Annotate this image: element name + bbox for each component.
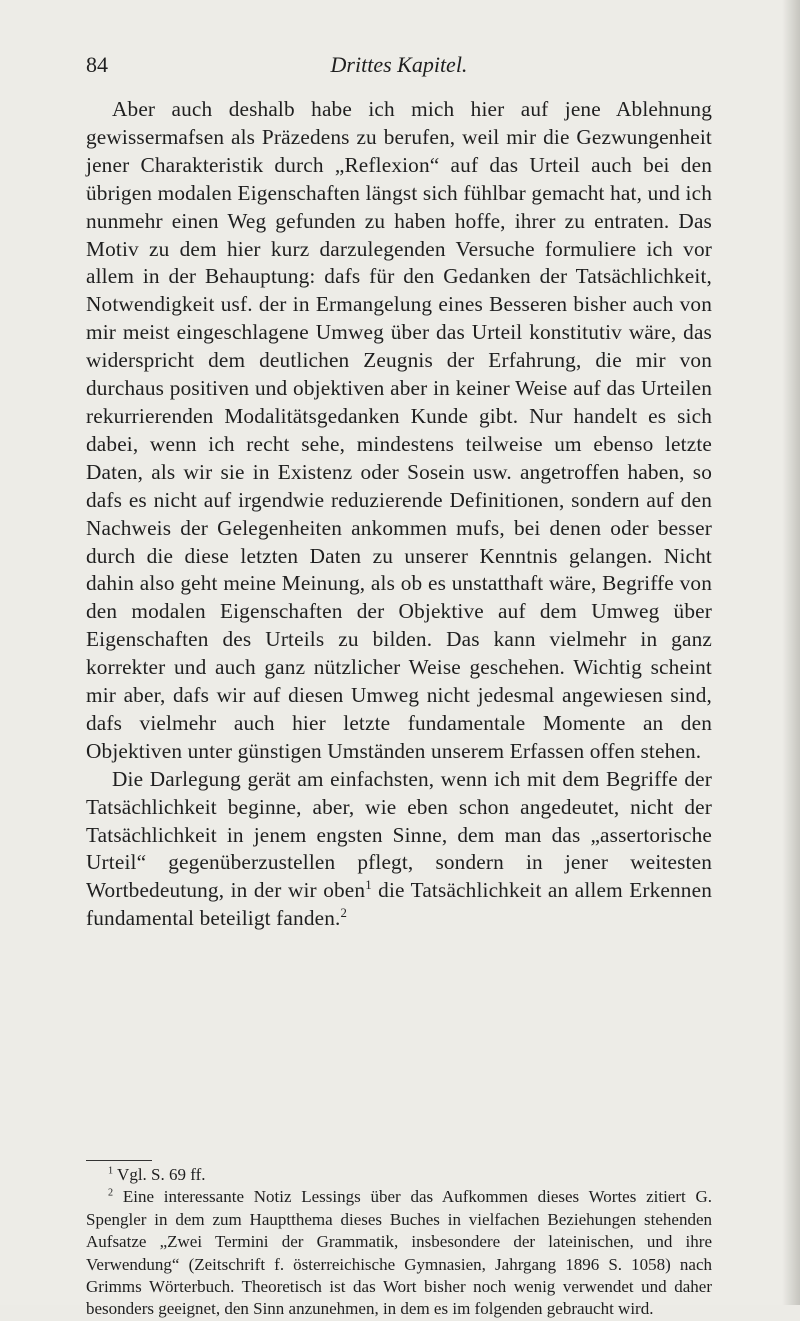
footnote-separator	[86, 1160, 152, 1161]
paragraph-2-text-b: die Tatsächlichkeit an allem Erkennen fundamental beteiligt fanden.	[86, 878, 713, 931]
page-header	[86, 52, 712, 82]
footnote-1-marker: 1	[108, 1165, 114, 1177]
paragraph-1: Aber auch deshalb habe ich mich hier auf jene Ablehnung gewissermafsen als Präzedens zu berufen, weil mir die Gezwungenheit jener Charakteristik durch „Reflexion“ auf das Urteil auch bei den übrigen modalen Eigenschaften längst sich fühlbar gemacht hat, und ich nunmehr einen Weg gefunden zu haben hoffe, ihrer zu entraten. Das Motiv zu dem hier kurz darzulegenden Versuche formuliere ich vor allem in der Behauptung: dafs für den Gedanken der Tatsächlichkeit, Notwendigkeit usf. der in Ermangelung eines Besseren bisher auch von mir meist eingeschlagene Umweg über das Urteil konstitutiv wäre, das widerspricht dem deutlichen Zeugnis der Erfahrung, die mir von durchaus positiven und objektiven aber in keiner Weise auf das Urteilen rekurrierenden Modalitätsgedanken Kunde gibt. Nur handelt es sich dabei, wenn ich recht sehe, mindestens teilweise um ebenso letzte Daten, als wir sie in Existenz oder Sosein usw. angetroffen haben, so dafs es nicht auf irgendwie reduzierende Definitionen, sondern auf den Nachweis der Gelegenheiten ankommen mufs, bei denen oder besser durch die diese letzten Daten zu unserer Kenntnis gelangen. Nicht dahin also geht meine Meinung, als ob es unstatthaft wäre, Begriffe von den modalen Eigenschaften der Objektive auf dem Umweg über Eigenschaften des Urteils zu bilden. Das kann vielmehr in ganz korrekter und auch ganz nützlicher Weise geschehen. Wichtig scheint mir aber, dafs wir auf diesen Umweg nicht jedesmal angewiesen sind, dafs vielmehr auch hier letzte fundamentale Momente an den Objektiven unter günstigen Umständen unserem Erfassen offen stehen.	[86, 97, 712, 763]
page-number: 84	[86, 52, 108, 77]
footnote-ref-2: 2	[340, 906, 348, 921]
footnote-ref-1: 1	[365, 878, 372, 893]
main-text	[86, 96, 712, 933]
running-head: Drittes Kapitel.	[330, 52, 468, 77]
footnote-1	[86, 1164, 712, 1186]
footnote-1-text: Vgl. S. 69 ff.	[113, 1165, 206, 1184]
footnote-2-text: Eine interessante Notiz Lessings über das Aufkommen dieses Wortes zitiert G. Spengler in dem zum Hauptthema dieses Buches in vielfachen Beziehungen stehenden Aufsatze „Zwei Termini der Grammatik, insbesondere der lateinischen, und ihre Verwendung“ (Zeitschrift f. österreichische Gymnasien, Jahrgang 1896 S. 1058) nach Grimms Wörterbuch. Theoretisch ist das Wort bisher noch wenig verwendet und daher besonders geeignet, den Sinn anzunehmen, in dem es im folgenden gebraucht wird.	[86, 1187, 712, 1319]
paragraph-2	[86, 766, 712, 933]
footnote-2-marker: 2	[108, 1187, 114, 1199]
footnote-2	[86, 1186, 712, 1320]
footnotes	[86, 1164, 712, 1321]
paragraph-2-text-a: Die Darlegung gerät am einfachsten, wenn ich mit dem Begriffe der Tatsächlichkeit beginne, aber, wie eben schon angedeutet, nicht der Tatsächlichkeit in jenem engsten Sinne, dem man das „assertorische Urteil“ gegenüberzustellen pflegt, sondern in jener weitesten Wortbedeutung, in der wir oben	[86, 766, 712, 903]
page-edge-shadow	[782, 0, 800, 1305]
